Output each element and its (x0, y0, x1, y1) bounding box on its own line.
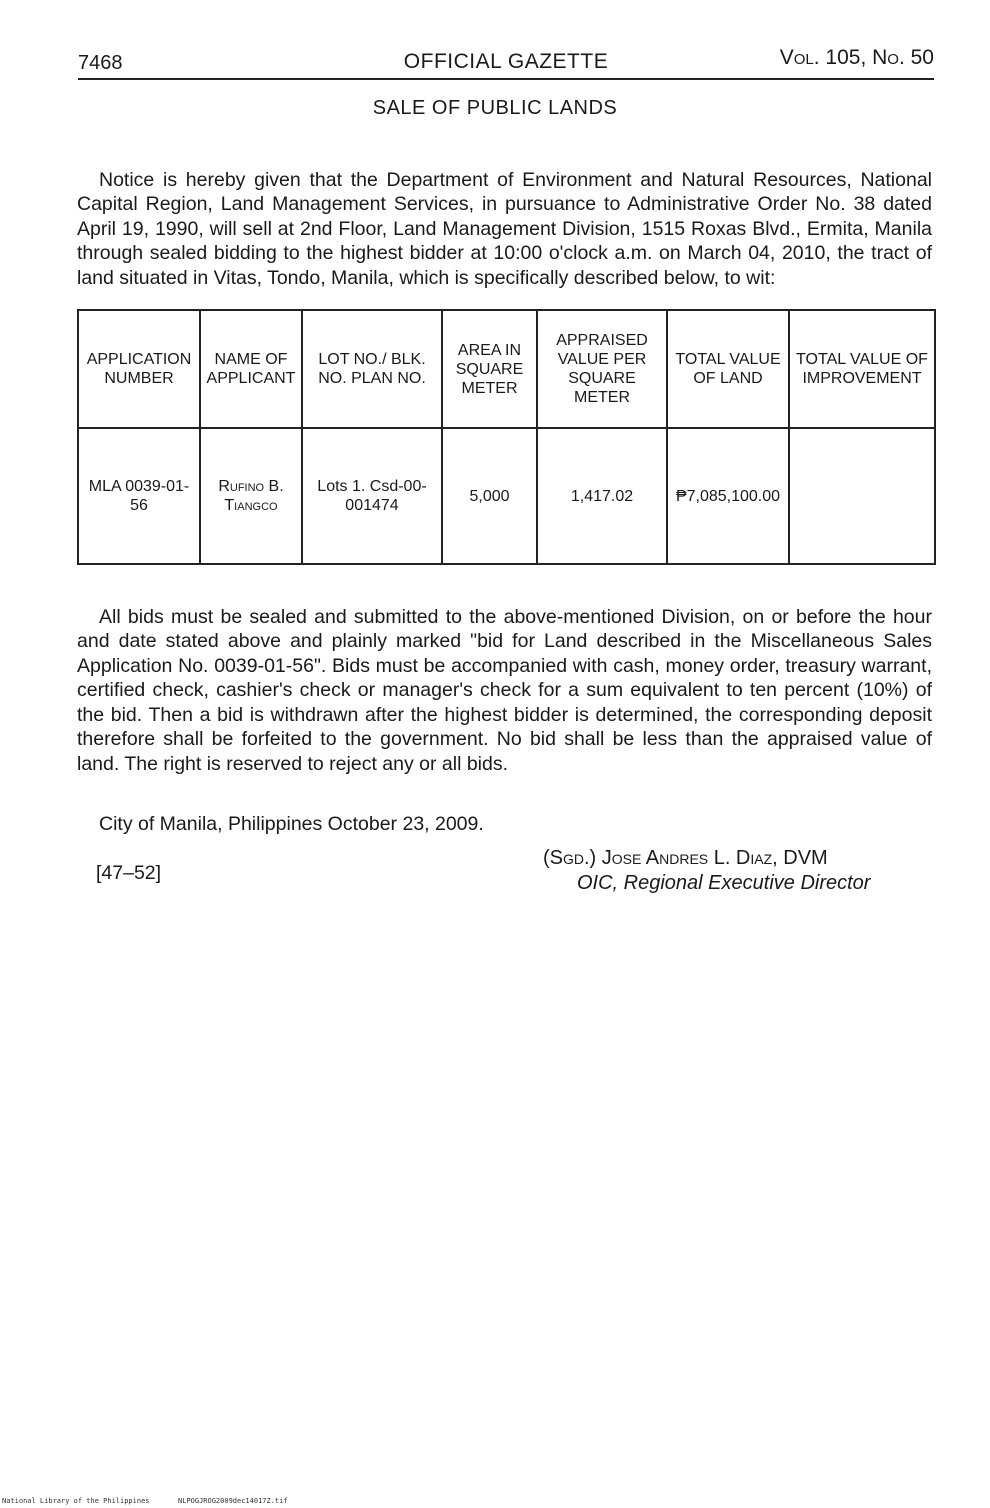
header-name-of-applicant: NAME OF APPLICANT (200, 310, 302, 428)
header-lot-blk-plan: LOT NO./ BLK. NO. PLAN NO. (302, 310, 442, 428)
place-date: City of Manila, Philippines October 23, 2009. (99, 812, 484, 835)
header-application-number: APPLICATION NUMBER (78, 310, 200, 428)
signer-name: (Sgd.) Jose Andres L. Diaz, DVM (543, 847, 828, 869)
cell-lot-blk-plan: Lots 1. Csd-00-001474 (302, 428, 442, 564)
table-row (78, 428, 935, 564)
bids-paragraph: All bids must be sealed and submitted to the above-mentioned Division, on or before the hour and date stated above and plainly marked "bid for Land described in the Miscellaneous Sales Application No. 0039-01-56". Bids must be accompanied with cash, money order, treasury warrant, certified check, cashier's check or manager's check for a sum equivalent to ten percent (10%) of the bid. Then a bid is withdrawn after the highest bidder is determined, the corresponding deposit therefore shall be forfeited to the government. No bid shall be less than the appraised value of land. The right is reserved to reject any or all bids. (77, 605, 932, 775)
cell-total-value-improvement (789, 428, 935, 564)
reference-number: [47–52] (96, 862, 162, 884)
cell-total-value-land: ₱7,085,100.00 (667, 428, 789, 564)
table-header-row (78, 310, 935, 428)
page-number: 7468 (78, 52, 123, 74)
land-table (77, 309, 936, 565)
footer-file-name: NLPOGJROG2009dec14017Z.tif (178, 1497, 288, 1505)
header-total-value-land: TOTAL VALUE OF LAND (667, 310, 789, 428)
signature-block (543, 846, 870, 896)
page-header (78, 44, 934, 80)
volume-number: Vol. 105, No. 50 (779, 46, 934, 69)
header-total-value-improvement: TOTAL VALUE OF IMPROVEMENT (789, 310, 935, 428)
section-title: SALE OF PUBLIC LANDS (372, 97, 618, 119)
header-appraised-value: APPRAISED VALUE PER SQUARE METER (537, 310, 667, 428)
cell-application-number: MLA 0039-01-56 (78, 428, 200, 564)
signer-title: OIC, Regional Executive Director (577, 872, 871, 894)
notice-paragraph: Notice is hereby given that the Department of Environment and Natural Resources, National Capital Region, Land Management Services, in pursuance to Administrative Order No. 38 dated April 19, 1990, will sell at 2nd Floor, Land Management Division, 1515 Roxas Blvd., Ermita, Manila through sealed bidding to the highest bidder at 10:00 o'clock a.m. on March 04, 2010, the tract of land situated in Vitas, Tondo, Manila, which is specifically described below, to wit: (77, 168, 932, 289)
cell-name-of-applicant: Rufino B. Tiangco (200, 428, 302, 564)
gazette-title: OFFICIAL GAZETTE (403, 50, 609, 73)
cell-appraised-value: 1,417.02 (537, 428, 667, 564)
header-area: AREA IN SQUARE METER (442, 310, 537, 428)
cell-area: 5,000 (442, 428, 537, 564)
footer-library-stamp: National Library of the Philippines (2, 1497, 150, 1505)
